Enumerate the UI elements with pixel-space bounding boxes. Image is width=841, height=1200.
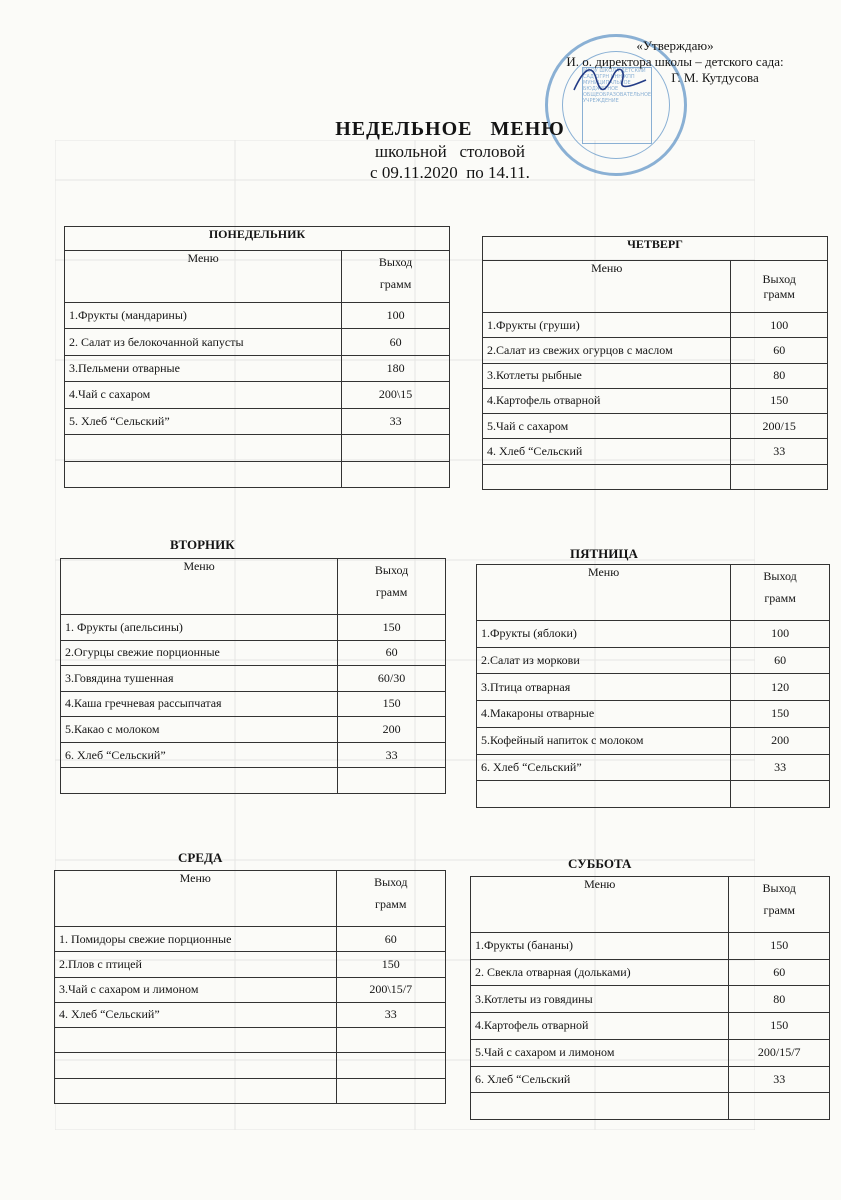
- approval-line-3: Г. М. Кутдусова: [671, 70, 759, 85]
- table-row-empty: [55, 1078, 446, 1103]
- thursday-menu-table: [482, 236, 828, 490]
- table-row-empty: [61, 768, 446, 794]
- table-row: 2.Плов с птицей 150: [55, 952, 446, 977]
- page-subtitle: школьной столовой: [375, 142, 525, 161]
- table-row-empty: [65, 461, 450, 487]
- friday-day-name: ПЯТНИЦА: [570, 546, 638, 561]
- table-row: 5. Хлеб “Сельский” 33: [65, 408, 450, 434]
- table-row: 4.Картофель отварной 150: [471, 1013, 830, 1040]
- table-row: 1.Фрукты (мандарины) 100: [65, 303, 450, 329]
- table-row: 6. Хлеб “Сельский 33: [471, 1066, 830, 1093]
- table-row: 1.Фрукты (яблоки) 100: [477, 621, 830, 648]
- table-row: 1. Помидоры свежие порционные 60: [55, 927, 446, 952]
- table-row: 6. Хлеб “Сельский” 33: [477, 754, 830, 781]
- approval-block: [520, 38, 830, 86]
- table-row-empty: [55, 1028, 446, 1053]
- tuesday-menu-table: [60, 558, 446, 794]
- friday-menu-table: [476, 564, 830, 808]
- output-column-header: Выход грамм: [731, 565, 830, 621]
- table-row: 5.Чай с сахаром 200/15: [483, 414, 828, 439]
- menu-column-header: Меню: [471, 877, 729, 933]
- table-row-empty: [471, 1093, 830, 1120]
- thursday-day-name: ЧЕТВЕРГ: [483, 237, 828, 261]
- menu-column-header: Меню: [61, 559, 338, 615]
- table-row: 3.Птица отварная 120: [477, 674, 830, 701]
- table-row: 3.Говядина тушенная 60/30: [61, 666, 446, 692]
- wednesday-menu-table: [54, 870, 446, 1104]
- wednesday-day-name: СРЕДА: [178, 850, 223, 865]
- menu-column-header: Меню: [483, 261, 731, 313]
- monday-day-name: ПОНЕДЕЛЬНИК: [65, 227, 450, 251]
- document-title-block: [255, 118, 645, 183]
- table-row: 6. Хлеб “Сельский” 33: [61, 742, 446, 768]
- table-row: 3.Котлеты из говядины 80: [471, 986, 830, 1013]
- output-column-header: Выход грамм: [731, 261, 828, 313]
- table-row: 4. Хлеб “Сельский 33: [483, 439, 828, 464]
- table-row: 2.Салат из моркови 60: [477, 647, 830, 674]
- output-column-header: Выход грамм: [729, 877, 830, 933]
- table-row: 4.Чай с сахаром 200\15: [65, 382, 450, 408]
- monday-menu-table: [64, 226, 450, 488]
- saturday-menu-table: [470, 876, 830, 1120]
- table-row: 2. Свекла отварная (дольками) 60: [471, 959, 830, 986]
- output-column-header: Выход грамм: [342, 251, 450, 303]
- approval-line-1: «Утверждаю»: [636, 38, 714, 53]
- approval-line-2: И. о. директора школы – детского сада:: [566, 54, 784, 69]
- menu-column-header: Меню: [55, 871, 337, 927]
- menu-column-header: Меню: [65, 251, 342, 303]
- saturday-day-name: СУББОТА: [568, 856, 632, 871]
- table-row: 1.Фрукты (бананы) 150: [471, 933, 830, 960]
- table-row: 2.Салат из свежих огурцов с маслом 60: [483, 338, 828, 363]
- table-row: 5.Кофейный напиток с молоком 200: [477, 727, 830, 754]
- tuesday-day-name: ВТОРНИК: [170, 537, 235, 552]
- menu-column-header: Меню: [477, 565, 731, 621]
- table-row: 4. Хлеб “Сельский” 33: [55, 1002, 446, 1027]
- table-row: 5.Какао с молоком 200: [61, 717, 446, 743]
- table-row: 4.Макароны отварные 150: [477, 701, 830, 728]
- table-row-empty: [483, 464, 828, 489]
- date-range: с 09.11.2020 по 14.11.: [370, 163, 530, 182]
- table-row-empty: [65, 435, 450, 461]
- table-row: 3.Чай с сахаром и лимоном 200\15/7: [55, 977, 446, 1002]
- table-row: 3.Котлеты рыбные 80: [483, 363, 828, 388]
- table-row-empty: [477, 781, 830, 808]
- table-row: 2. Салат из белокочанной капусты 60: [65, 329, 450, 355]
- school-seal-stamp: МБОУ ШКОЛА ДЕТСКИЙ САД ОГРН ИНН КПП МУНИЦИПАЛЬНОЕ БЮДЖЕТНОЕ ОБЩЕОБРАЗОВАТЕЛЬНОЕ УЧРЕЖДЕНИЕ: [545, 34, 687, 176]
- table-row: 5.Чай с сахаром и лимоном 200/15/7: [471, 1039, 830, 1066]
- table-row: 2.Огурцы свежие порционные 60: [61, 640, 446, 666]
- table-row: 4.Каша гречневая рассыпчатая 150: [61, 691, 446, 717]
- table-row: 1. Фрукты (апельсины) 150: [61, 615, 446, 641]
- table-row: 3.Пельмени отварные 180: [65, 355, 450, 381]
- table-row-empty: [55, 1053, 446, 1078]
- table-row: 4.Картофель отварной 150: [483, 388, 828, 413]
- output-column-header: Выход грамм: [336, 871, 445, 927]
- page-title: НЕДЕЛЬНОЕ МЕНЮ: [335, 118, 565, 140]
- output-column-header: Выход грамм: [338, 559, 446, 615]
- table-row: 1.Фрукты (груши) 100: [483, 313, 828, 338]
